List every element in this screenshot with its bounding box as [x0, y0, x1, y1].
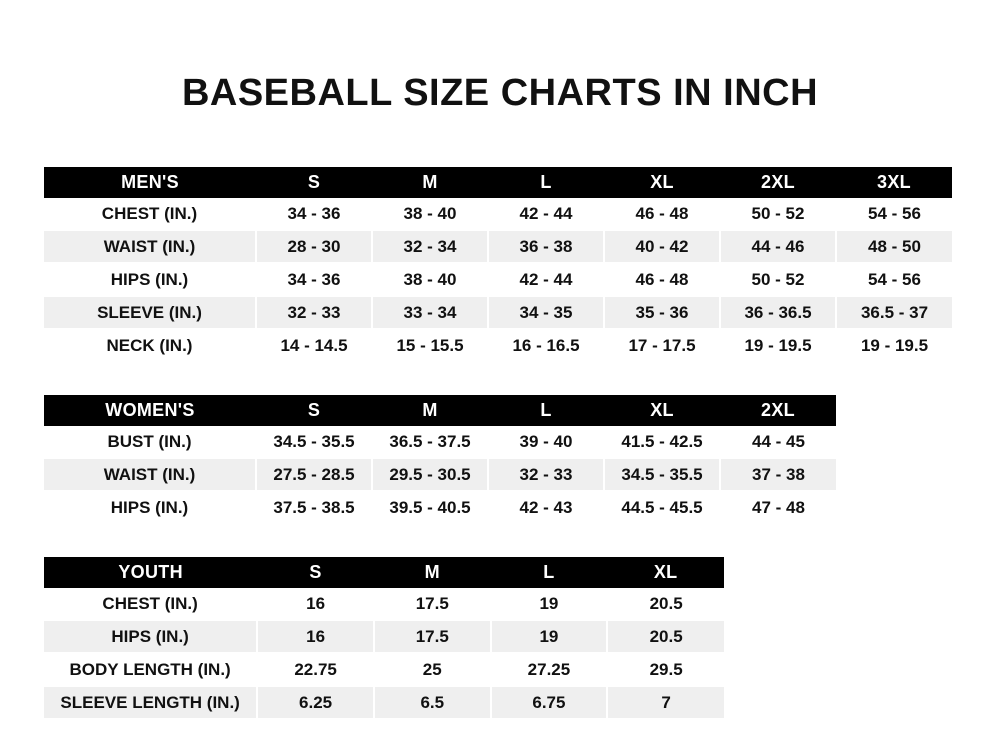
womens-header-m: M	[372, 395, 488, 426]
table-row	[44, 426, 836, 458]
cell-value: 36 - 38	[488, 230, 604, 263]
mens-table-header	[44, 167, 952, 198]
cell-value: 36.5 - 37	[836, 296, 952, 329]
table-row	[44, 198, 952, 230]
table-row	[44, 620, 724, 653]
cell-value: 34 - 36	[256, 263, 372, 296]
row-label: SLEEVE LENGTH (IN.)	[44, 686, 257, 718]
cell-value: 32 - 33	[488, 458, 604, 491]
mens-header-s: S	[256, 167, 372, 198]
youth-header-category: YOUTH	[44, 557, 257, 588]
cell-value: 32 - 33	[256, 296, 372, 329]
youth-table-header	[44, 557, 724, 588]
cell-value: 34.5 - 35.5	[604, 458, 720, 491]
cell-value: 38 - 40	[372, 198, 488, 230]
mens-size-table	[44, 167, 952, 361]
cell-value: 44.5 - 45.5	[604, 491, 720, 523]
row-label: HIPS (IN.)	[44, 491, 256, 523]
table-header-row	[44, 395, 836, 426]
mens-header-3xl: 3XL	[836, 167, 952, 198]
youth-header-m: M	[374, 557, 491, 588]
cell-value: 19	[491, 620, 608, 653]
cell-value: 38 - 40	[372, 263, 488, 296]
table-row	[44, 653, 724, 686]
cell-value: 34 - 35	[488, 296, 604, 329]
cell-value: 29.5	[607, 653, 724, 686]
cell-value: 14 - 14.5	[256, 329, 372, 361]
cell-value: 46 - 48	[604, 263, 720, 296]
cell-value: 37 - 38	[720, 458, 836, 491]
cell-value: 6.5	[374, 686, 491, 718]
row-label: CHEST (IN.)	[44, 588, 257, 620]
mens-header-2xl: 2XL	[720, 167, 836, 198]
cell-value: 15 - 15.5	[372, 329, 488, 361]
table-row	[44, 296, 952, 329]
cell-value: 16 - 16.5	[488, 329, 604, 361]
cell-value: 25	[374, 653, 491, 686]
cell-value: 37.5 - 38.5	[256, 491, 372, 523]
row-label: WAIST (IN.)	[44, 230, 256, 263]
cell-value: 54 - 56	[836, 263, 952, 296]
womens-header-s: S	[256, 395, 372, 426]
cell-value: 41.5 - 42.5	[604, 426, 720, 458]
table-row	[44, 458, 836, 491]
cell-value: 54 - 56	[836, 198, 952, 230]
row-label: CHEST (IN.)	[44, 198, 256, 230]
cell-value: 27.25	[491, 653, 608, 686]
mens-table-body	[44, 198, 952, 361]
cell-value: 39.5 - 40.5	[372, 491, 488, 523]
youth-header-xl: XL	[607, 557, 724, 588]
cell-value: 17.5	[374, 588, 491, 620]
cell-value: 47 - 48	[720, 491, 836, 523]
cell-value: 35 - 36	[604, 296, 720, 329]
row-label: NECK (IN.)	[44, 329, 256, 361]
cell-value: 34.5 - 35.5	[256, 426, 372, 458]
cell-value: 44 - 46	[720, 230, 836, 263]
table-row	[44, 329, 952, 361]
table-row	[44, 230, 952, 263]
cell-value: 17.5	[374, 620, 491, 653]
youth-size-table-block	[44, 557, 1000, 718]
cell-value: 6.25	[257, 686, 374, 718]
cell-value: 42 - 44	[488, 263, 604, 296]
cell-value: 34 - 36	[256, 198, 372, 230]
womens-table-header	[44, 395, 836, 426]
mens-header-m: M	[372, 167, 488, 198]
row-label: WAIST (IN.)	[44, 458, 256, 491]
womens-header-xl: XL	[604, 395, 720, 426]
table-row	[44, 686, 724, 718]
mens-header-xl: XL	[604, 167, 720, 198]
womens-size-table-block	[44, 395, 1000, 523]
row-label: BODY LENGTH (IN.)	[44, 653, 257, 686]
cell-value: 17 - 17.5	[604, 329, 720, 361]
cell-value: 39 - 40	[488, 426, 604, 458]
table-header-row	[44, 557, 724, 588]
row-label: SLEEVE (IN.)	[44, 296, 256, 329]
youth-header-l: L	[491, 557, 608, 588]
table-row	[44, 588, 724, 620]
cell-value: 50 - 52	[720, 198, 836, 230]
cell-value: 40 - 42	[604, 230, 720, 263]
cell-value: 20.5	[607, 620, 724, 653]
cell-value: 22.75	[257, 653, 374, 686]
page-title: BASEBALL SIZE CHARTS IN INCH	[181, 72, 819, 114]
cell-value: 42 - 44	[488, 198, 604, 230]
youth-size-table	[44, 557, 724, 718]
youth-header-s: S	[257, 557, 374, 588]
cell-value: 6.75	[491, 686, 608, 718]
row-label: HIPS (IN.)	[44, 620, 257, 653]
row-label: BUST (IN.)	[44, 426, 256, 458]
cell-value: 7	[607, 686, 724, 718]
cell-value: 16	[257, 588, 374, 620]
cell-value: 19 - 19.5	[836, 329, 952, 361]
cell-value: 48 - 50	[836, 230, 952, 263]
womens-header-2xl: 2XL	[720, 395, 836, 426]
table-row	[44, 263, 952, 296]
cell-value: 36.5 - 37.5	[372, 426, 488, 458]
womens-header-category: WOMEN'S	[44, 395, 256, 426]
cell-value: 29.5 - 30.5	[372, 458, 488, 491]
row-label: HIPS (IN.)	[44, 263, 256, 296]
cell-value: 19 - 19.5	[720, 329, 836, 361]
cell-value: 32 - 34	[372, 230, 488, 263]
size-tables	[0, 167, 1000, 718]
cell-value: 46 - 48	[604, 198, 720, 230]
mens-size-table-block	[44, 167, 1000, 361]
mens-header-l: L	[488, 167, 604, 198]
cell-value: 16	[257, 620, 374, 653]
cell-value: 50 - 52	[720, 263, 836, 296]
cell-value: 42 - 43	[488, 491, 604, 523]
table-header-row	[44, 167, 952, 198]
cell-value: 44 - 45	[720, 426, 836, 458]
womens-header-l: L	[488, 395, 604, 426]
cell-value: 20.5	[607, 588, 724, 620]
mens-header-category: MEN'S	[44, 167, 256, 198]
cell-value: 33 - 34	[372, 296, 488, 329]
cell-value: 28 - 30	[256, 230, 372, 263]
table-row	[44, 491, 836, 523]
cell-value: 36 - 36.5	[720, 296, 836, 329]
youth-table-body	[44, 588, 724, 718]
womens-size-table	[44, 395, 836, 523]
cell-value: 27.5 - 28.5	[256, 458, 372, 491]
womens-table-body	[44, 426, 836, 523]
cell-value: 19	[491, 588, 608, 620]
